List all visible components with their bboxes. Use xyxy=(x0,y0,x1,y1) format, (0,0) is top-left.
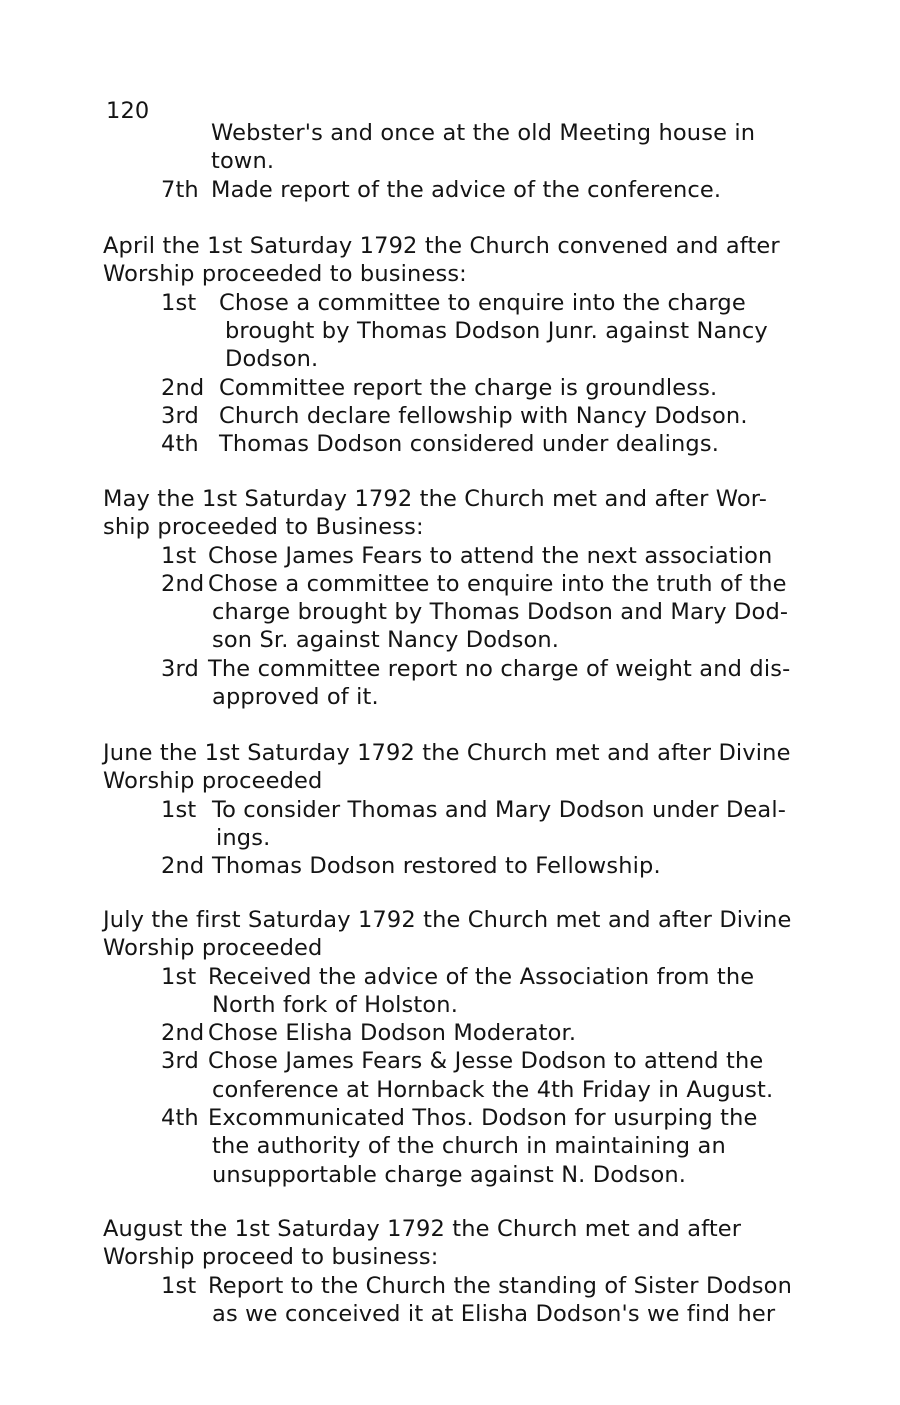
item-text-line: Church declare fellowship with Nancy Dodson. xyxy=(219,403,748,429)
item-text-line: To consider Thomas and Mary Dodson under Deal- xyxy=(212,797,787,823)
item-text-line: Excommunicated Thos. Dodson for usurping the xyxy=(208,1105,758,1131)
item-text-line: Dodson. xyxy=(225,346,319,372)
item-text-line: charge brought by Thomas Dodson and Mary Dod- xyxy=(212,599,789,625)
item-text-line: son Sr. against Nancy Dodson. xyxy=(212,627,560,653)
item-number: 4th xyxy=(161,431,199,457)
item-number: 4th xyxy=(161,1105,199,1131)
item-text-line: Thomas Dodson considered under dealings. xyxy=(219,431,720,457)
item-text-line: Report to the Church the standing of Sister Dodson xyxy=(208,1273,793,1299)
item-text-line: The committee report no charge of weight and dis- xyxy=(208,656,791,682)
item-number: 1st xyxy=(161,290,197,316)
item-text-line: Chose Elisha Dodson Moderator. xyxy=(208,1020,577,1046)
item-text-line: North fork of Holston. xyxy=(212,992,458,1018)
item-number: 2nd xyxy=(161,853,205,879)
entry-heading-line: July the first Saturday 1792 the Church met and after Divine xyxy=(103,907,792,933)
item-text-line: Chose James Fears to attend the next association xyxy=(208,543,773,569)
item-text-line: conference at Hornback the 4th Friday in August. xyxy=(212,1077,774,1103)
item-text-line: Chose James Fears & Jesse Dodson to attend the xyxy=(208,1048,764,1074)
item-number: 3rd xyxy=(161,1048,199,1074)
item-number: 2nd xyxy=(161,1020,205,1046)
item-text-line: the authority of the church in maintaining an xyxy=(212,1133,726,1159)
item-text-line: Webster's and once at the old Meeting house in xyxy=(211,120,756,146)
entry-heading-line: Worship proceed to business: xyxy=(103,1244,439,1270)
entry-heading-line: May the 1st Saturday 1792 the Church met and after Wor- xyxy=(103,486,768,512)
item-text-line: Received the advice of the Association from the xyxy=(208,964,755,990)
item-number: 7th xyxy=(161,177,199,203)
item-text-line: Chose a committee to enquire into the charge xyxy=(219,290,746,316)
item-text-line: town. xyxy=(211,148,275,174)
item-text-line: approved of it. xyxy=(212,684,379,710)
entry-heading-line: ship proceeded to Business: xyxy=(103,514,424,540)
entry-heading-line: Worship proceeded to business: xyxy=(103,261,467,287)
item-text-line: brought by Thomas Dodson Junr. against Nancy xyxy=(225,318,768,344)
item-number: 1st xyxy=(161,964,197,990)
entry-heading-line: Worship proceeded xyxy=(103,935,323,961)
item-text-line: unsupportable charge against N. Dodson. xyxy=(212,1162,687,1188)
item-number: 1st xyxy=(161,543,197,569)
entry-heading-line: Worship proceeded xyxy=(103,768,323,794)
item-text-line: Chose a committee to enquire into the truth of the xyxy=(208,571,787,597)
entry-heading-line: June the 1st Saturday 1792 the Church met and after Divine xyxy=(103,740,791,766)
item-text-line: Thomas Dodson restored to Fellowship. xyxy=(212,853,661,879)
item-text-line: Made report of the advice of the conference. xyxy=(211,177,722,203)
item-text-line: as we conceived it at Elisha Dodson's we find her xyxy=(212,1301,776,1327)
page-number: 120 xyxy=(106,98,150,124)
entry-heading-line: August the 1st Saturday 1792 the Church met and after xyxy=(103,1216,742,1242)
item-number: 1st xyxy=(161,797,197,823)
item-number: 2nd xyxy=(161,375,205,401)
item-number: 3rd xyxy=(161,656,199,682)
item-number: 2nd xyxy=(161,571,205,597)
item-number: 3rd xyxy=(161,403,199,429)
entry-heading-line: April the 1st Saturday 1792 the Church convened and after xyxy=(103,233,780,259)
item-text-line: Committee report the charge is groundless. xyxy=(219,375,718,401)
item-text-line: ings. xyxy=(216,825,271,851)
item-number: 1st xyxy=(161,1273,197,1299)
